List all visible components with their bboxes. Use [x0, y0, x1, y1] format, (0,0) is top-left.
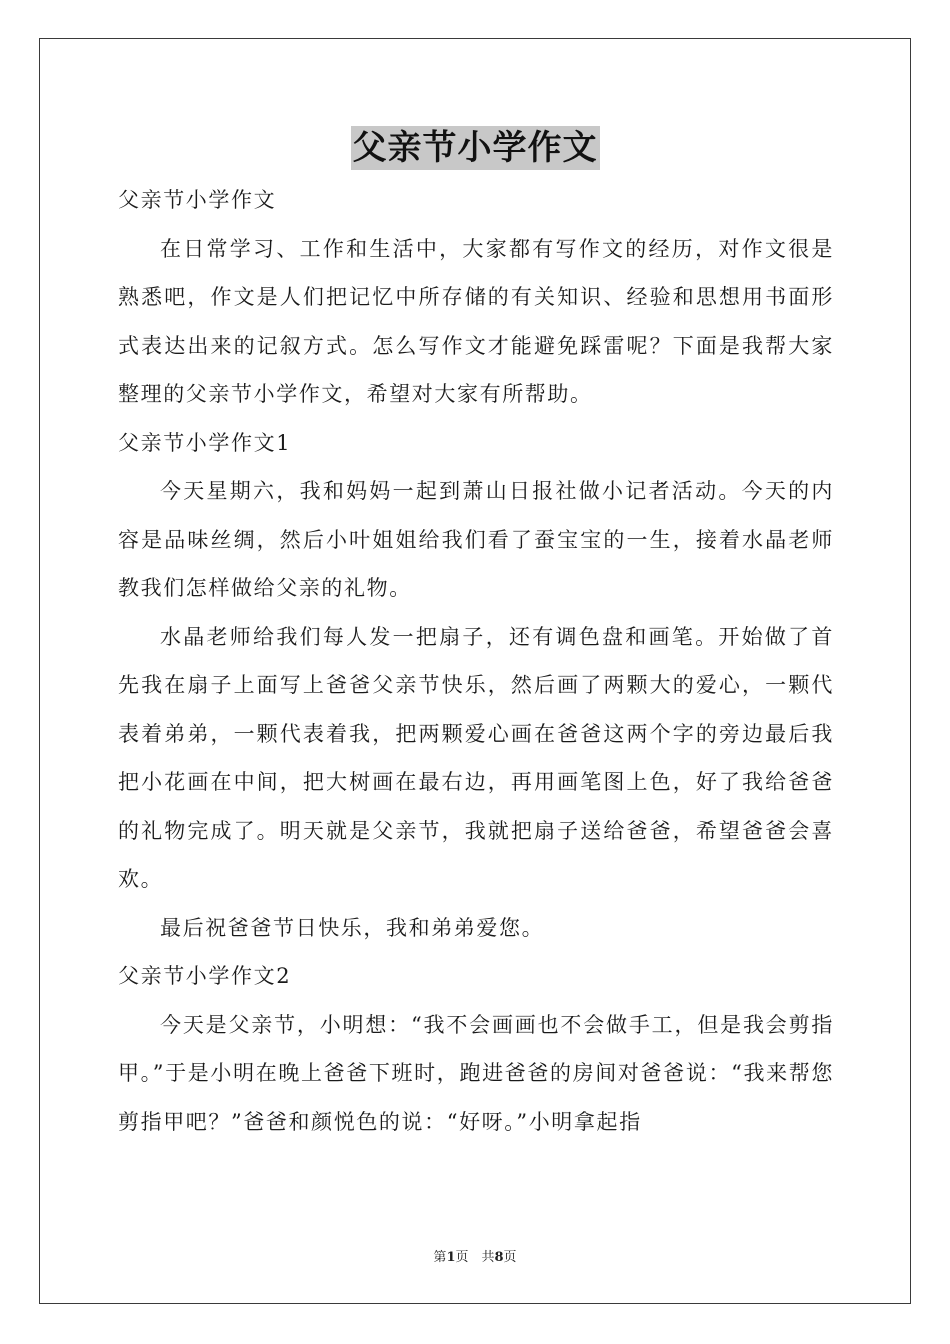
page-mid: 页 共	[455, 1250, 495, 1265]
title-container	[0, 126, 950, 170]
page-prefix: 第	[433, 1250, 447, 1265]
essay-1-paragraph-3: 最后祝爸爸节日快乐，我和弟弟爱您。	[160, 915, 545, 940]
total-page-count: 8	[494, 1250, 504, 1265]
essay-1-heading: 父亲节小学作文1	[118, 430, 292, 455]
essay-2-heading: 父亲节小学作文2	[118, 964, 292, 988]
page-suffix: 页	[503, 1250, 517, 1265]
intro-paragraph: 在日常学习、工作和生活中，大家都有写作文的经历，对作文很是熟悉吧，作文是人们把记忆中所存储的有关知识、经验和思想用书面形式表达出来的记叙方式。怎么写作文才能避免踩雷呢？下面是我帮大家整理的父亲节小学作文，希望对大家有所帮助。	[118, 236, 834, 406]
essay-1-paragraph-1: 今天星期六，我和妈妈一起到萧山日报社做小记者活动。今天的内容是品味丝绸，然后小叶姐姐给我们看了蚕宝宝的一生，接着水晶老师教我们怎样做给父亲的礼物。	[118, 479, 834, 600]
document-title: 父亲节小学作文	[352, 128, 598, 168]
page-footer	[0, 1246, 950, 1265]
essay-2-paragraph-1: 今天是父亲节，小明想：“我不会画画也不会做手工，但是我会剪指甲。”于是小明在晚上爸爸下班时，跑进爸爸的房间对爸爸说：“我来帮您剪指甲吧？”爸爸和颜悦色的说：“好呀。”小明拿起指	[118, 1012, 834, 1134]
current-page-number: 1	[446, 1250, 456, 1265]
section-heading: 父亲节小学作文	[118, 188, 277, 212]
document-body	[118, 176, 834, 1146]
essay-1-paragraph-2: 水晶老师给我们每人发一把扇子，还有调色盘和画笔。开始做了首先我在扇子上面写上爸爸父亲节快乐，然后画了两颗大的爱心，一颗代表着弟弟，一颗代表着我，把两颗爱心画在爸爸这两个字的旁边最后我把小花画在中间，把大树画在最右边，再用画笔图上色，好了我给爸爸的礼物完成了。明天就是父亲节，我就把扇子送给爸爸，希望爸爸会喜欢。	[118, 624, 834, 891]
